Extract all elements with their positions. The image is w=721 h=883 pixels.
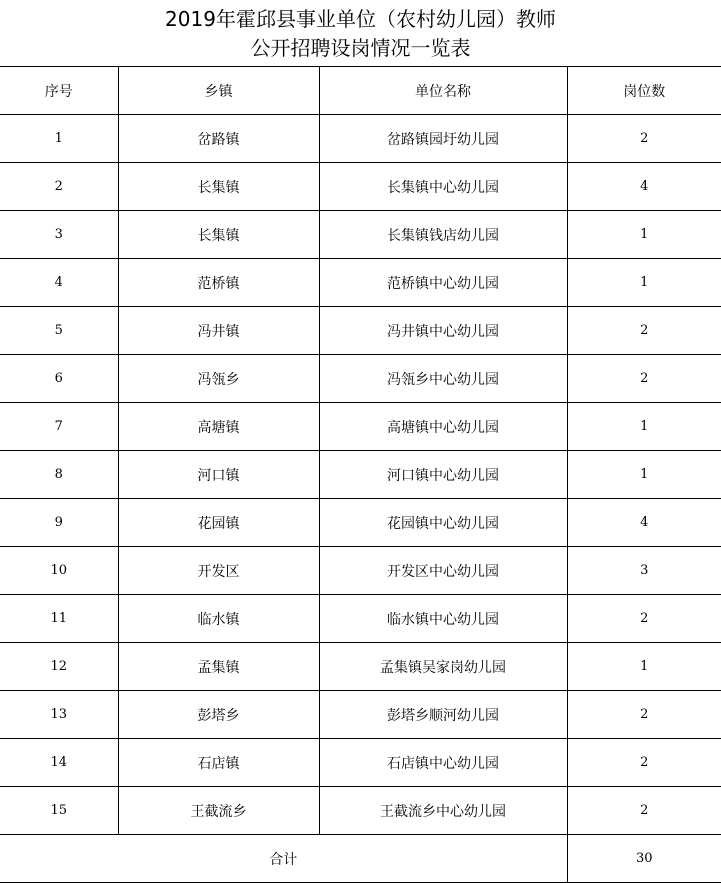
cell-post-count: 2	[567, 739, 721, 787]
title-line-1: 2019年霍邱县事业单位（农村幼儿园）教师	[165, 7, 556, 31]
cell-unit-name: 长集镇中心幼儿园	[319, 163, 567, 211]
cell-serial: 10	[0, 547, 118, 595]
total-label: 合计	[0, 835, 567, 883]
table-row	[0, 115, 721, 163]
cell-unit-name: 彭塔乡顺河幼儿园	[319, 691, 567, 739]
cell-town: 岔路镇	[118, 115, 319, 163]
table-row	[0, 595, 721, 643]
cell-unit-name: 开发区中心幼儿园	[319, 547, 567, 595]
table-row	[0, 691, 721, 739]
cell-town: 长集镇	[118, 163, 319, 211]
positions-table	[0, 66, 721, 883]
cell-town: 开发区	[118, 547, 319, 595]
table-row	[0, 739, 721, 787]
cell-post-count: 3	[567, 547, 721, 595]
cell-serial: 13	[0, 691, 118, 739]
cell-town: 花园镇	[118, 499, 319, 547]
cell-post-count: 2	[567, 787, 721, 835]
cell-unit-name: 长集镇钱店幼儿园	[319, 211, 567, 259]
cell-serial: 6	[0, 355, 118, 403]
cell-serial: 14	[0, 739, 118, 787]
cell-town: 冯井镇	[118, 307, 319, 355]
document-title	[0, 0, 721, 66]
cell-town: 高塘镇	[118, 403, 319, 451]
cell-serial: 15	[0, 787, 118, 835]
cell-post-count: 4	[567, 163, 721, 211]
table-row	[0, 499, 721, 547]
cell-unit-name: 花园镇中心幼儿园	[319, 499, 567, 547]
cell-serial: 5	[0, 307, 118, 355]
header-post-count: 岗位数	[567, 67, 721, 115]
cell-post-count: 2	[567, 355, 721, 403]
cell-post-count: 2	[567, 307, 721, 355]
table-row	[0, 163, 721, 211]
cell-unit-name: 河口镇中心幼儿园	[319, 451, 567, 499]
cell-town: 孟集镇	[118, 643, 319, 691]
cell-post-count: 1	[567, 403, 721, 451]
total-row	[0, 835, 721, 883]
title-line-2: 公开招聘设岗情况一览表	[250, 36, 471, 60]
cell-serial: 1	[0, 115, 118, 163]
cell-unit-name: 临水镇中心幼儿园	[319, 595, 567, 643]
cell-serial: 4	[0, 259, 118, 307]
cell-unit-name: 范桥镇中心幼儿园	[319, 259, 567, 307]
header-unit-name: 单位名称	[319, 67, 567, 115]
table-row	[0, 355, 721, 403]
cell-unit-name: 冯井镇中心幼儿园	[319, 307, 567, 355]
cell-post-count: 1	[567, 259, 721, 307]
table-header-row	[0, 67, 721, 115]
table-row	[0, 787, 721, 835]
cell-unit-name: 石店镇中心幼儿园	[319, 739, 567, 787]
cell-town: 范桥镇	[118, 259, 319, 307]
cell-post-count: 4	[567, 499, 721, 547]
table-row	[0, 451, 721, 499]
cell-serial: 8	[0, 451, 118, 499]
cell-serial: 11	[0, 595, 118, 643]
cell-town: 河口镇	[118, 451, 319, 499]
cell-post-count: 2	[567, 691, 721, 739]
cell-post-count: 2	[567, 115, 721, 163]
cell-town: 彭塔乡	[118, 691, 319, 739]
table-row	[0, 307, 721, 355]
cell-serial: 7	[0, 403, 118, 451]
cell-serial: 12	[0, 643, 118, 691]
cell-post-count: 2	[567, 595, 721, 643]
table-row	[0, 547, 721, 595]
cell-post-count: 1	[567, 211, 721, 259]
cell-unit-name: 王截流乡中心幼儿园	[319, 787, 567, 835]
table-row	[0, 211, 721, 259]
header-town: 乡镇	[118, 67, 319, 115]
cell-unit-name: 孟集镇吴家岗幼儿园	[319, 643, 567, 691]
cell-town: 冯瓴乡	[118, 355, 319, 403]
cell-post-count: 1	[567, 643, 721, 691]
cell-serial: 2	[0, 163, 118, 211]
table-row	[0, 643, 721, 691]
total-value: 30	[567, 835, 721, 883]
cell-unit-name: 高塘镇中心幼儿园	[319, 403, 567, 451]
cell-town: 临水镇	[118, 595, 319, 643]
cell-town: 石店镇	[118, 739, 319, 787]
cell-serial: 9	[0, 499, 118, 547]
cell-unit-name: 冯瓴乡中心幼儿园	[319, 355, 567, 403]
table-row	[0, 259, 721, 307]
cell-serial: 3	[0, 211, 118, 259]
table-row	[0, 403, 721, 451]
cell-town: 王截流乡	[118, 787, 319, 835]
cell-town: 长集镇	[118, 211, 319, 259]
cell-post-count: 1	[567, 451, 721, 499]
header-serial: 序号	[0, 67, 118, 115]
cell-unit-name: 岔路镇园圩幼儿园	[319, 115, 567, 163]
